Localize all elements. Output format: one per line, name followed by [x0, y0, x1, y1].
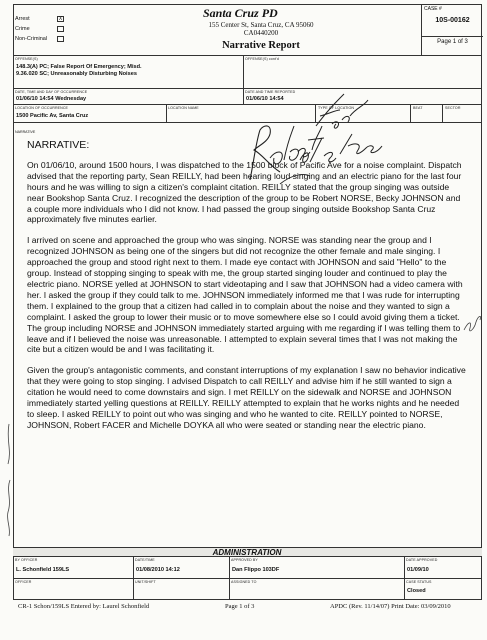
- narrative-body: [27, 140, 467, 441]
- admin-row-2: [13, 579, 482, 600]
- checkbox-arrest-label: Arrest: [15, 16, 30, 22]
- narrative-heading: NARRATIVE:: [27, 139, 90, 151]
- offense-line-2: 9.36.020 SC; Unreasonably Disturbing Noises: [16, 71, 137, 77]
- location-value: 1500 Pacific Av, Santa Cruz: [16, 113, 89, 119]
- datetime-value: 01/08/2010 14:12: [136, 567, 180, 573]
- agency-ori: CA0440200: [243, 29, 279, 37]
- admin-row-1: [13, 557, 482, 579]
- location-field: [13, 105, 482, 123]
- assigned-to-label: ASSIGNED TO: [231, 580, 257, 584]
- case-status-label: CASE STATUS: [406, 580, 432, 584]
- case-label: CASE #: [424, 6, 442, 12]
- location-type-label: TYPE OF LOCATION: [318, 106, 355, 110]
- location-label: LOCATION OF OCCURRENCE: [15, 106, 69, 110]
- footer-print-date: APDC (Rev. 11/14/07) Print Date: 03/09/2010: [330, 603, 451, 610]
- by-officer-label: BY OFFICER: [15, 558, 38, 562]
- narrative-paragraph: On 01/06/10, around 1500 hours, I was dispatched to the 1500 block of Pacific Ave for a noise complaint. Dispatch advised that the reporting party, Sean REILLY, had been hearing loud singing and an electric piano for the last four hours and he was willing to sign a citizen's complaint citation. REILLY stated that the group singing was outside near Bookshop Santa Cruz. I recognized the description of the group to be Robert NORSE, Becky JOHNSON and a couple more individuals who I did not know. I had passed the group singing outside Bookshop Santa Cruz approximately five minutes earlier.: [27, 159, 462, 225]
- admin-divider-1: [133, 557, 134, 600]
- agency-address: [173, 21, 349, 37]
- reported-value: 01/06/10 14:54: [246, 96, 284, 102]
- reported-label: DATE AND TIME REPORTED: [245, 90, 296, 94]
- location-divider-4: [442, 105, 443, 123]
- page-indicator: Page 1 of 3: [422, 36, 483, 45]
- location-divider-2: [315, 105, 316, 123]
- agency-title: Santa Cruz PD: [203, 6, 278, 20]
- occurrence-label: DATE, TIME AND DAY OF OCCURRENCE: [15, 90, 88, 94]
- footer-entered-by: CR-1 Schon/159LS Entered by: Laurel Schonfield: [18, 603, 150, 610]
- offense-line-1: 148.3(A) PC; False Report Of Emergency; Misd.: [16, 64, 142, 70]
- beat-label: BEAT: [413, 106, 423, 110]
- by-officer-value: L. Schonfield 159LS: [16, 567, 70, 573]
- case-status-value: Closed: [407, 588, 426, 594]
- location-divider-1: [166, 105, 167, 123]
- case-number: 10S-00162: [435, 17, 470, 24]
- offenses-label: OFFENSE(S): [15, 57, 38, 61]
- offenses-cont-label: OFFENSE(S) cont'd: [245, 57, 279, 61]
- narrative-section-label: NARRATIVE: [15, 130, 36, 134]
- admin-divider-3: [404, 557, 405, 600]
- datetime-label: DATE/TIME: [135, 558, 155, 562]
- date-approved-label: DATE APPROVED: [406, 558, 438, 562]
- case-box: [421, 4, 482, 56]
- approved-by-value: Dan Flippo 103DF: [232, 567, 280, 573]
- checkbox-arrest[interactable]: X: [58, 16, 63, 22]
- dates-divider: [243, 89, 244, 105]
- date-approved-value: 01/09/10: [407, 567, 429, 573]
- location-name-label: LOCATION NAME: [168, 106, 199, 110]
- offenses-divider: [243, 56, 244, 89]
- unit-shift-label: UNIT/SHIFT: [135, 580, 156, 584]
- officer-label: OFFICER: [15, 580, 32, 584]
- occurrence-value: 01/06/10 14:54 Wednesday: [16, 96, 87, 102]
- admin-heading: ADMINISTRATION: [212, 548, 282, 557]
- report-header: [13, 4, 482, 56]
- footer-page: Page 1 of 3: [225, 603, 255, 610]
- dates-field: [13, 89, 482, 105]
- narrative-paragraph: I arrived on scene and approached the group who was singing. NORSE was standing near the group and I recognized JOHNSON as being one of the singers but did not recognize the other female and male singing. I approached the group and stood right next to them. I made eye contact with JOHNSON and said "Hello" to the group. Instead of stopping singing to speak with me, the group started singing louder and continued to play the electric piano. NORSE yelled at JOHNSON to start videotaping and I saw that JOHNSON had a video camera with her. I asked the group if they could talk to me. JOHNSON immediately informed me that I was rude for interrupting them. I explained to the group that a citizen had called in to complain about the noise and they wanted to sign a complaint. I asked the group to lower their music or to move somewhere else so I could avoid giving them a ticket. The group including NORSE and JOHNSON immediately started arguing with me regarding if I was telling them to leave and if I believed the noise was unreasonable. I attempted to explain several times that I was not making the cite but a citizen would be and I was facilitating it.: [27, 235, 463, 355]
- sector-label: SECTOR: [445, 106, 461, 110]
- report-title: Narrative Report: [222, 40, 300, 51]
- admin-divider-2: [229, 557, 230, 600]
- checkbox-crime-label: Crime: [15, 26, 30, 32]
- offenses-field: [13, 56, 482, 89]
- agency-street: 155 Center St, Santa Cruz, CA 95060: [208, 21, 314, 29]
- narrative-paragraph: Given the group's antagonistic comments, and constant interruptions of my explanation I saw no behavior indicative that they were going to stop singing. I advised Dispatch to call REILLY and advise him if he still wanted to sign a citation he would need to come downstairs and sign. I met REILLY on the sidewalk and NORSE and JOHNSON immediately started yelling questions at REILLY. REILLY attempted to explain that he works nights and he needed to sleep. I asked REILLY to point out who was singing and who he wanted to cite. REILLY pointed to NORSE, JOHNSON, Robert FACER and Michelle DOYKA all who were seated or standing near the electric piano.: [27, 365, 466, 430]
- checkbox-crime[interactable]: [57, 26, 64, 32]
- approved-by-label: APPROVED BY: [231, 558, 258, 562]
- checkbox-noncriminal[interactable]: [57, 36, 64, 42]
- checkbox-noncriminal-label: Non-Criminal: [15, 36, 48, 42]
- location-divider-3: [410, 105, 411, 123]
